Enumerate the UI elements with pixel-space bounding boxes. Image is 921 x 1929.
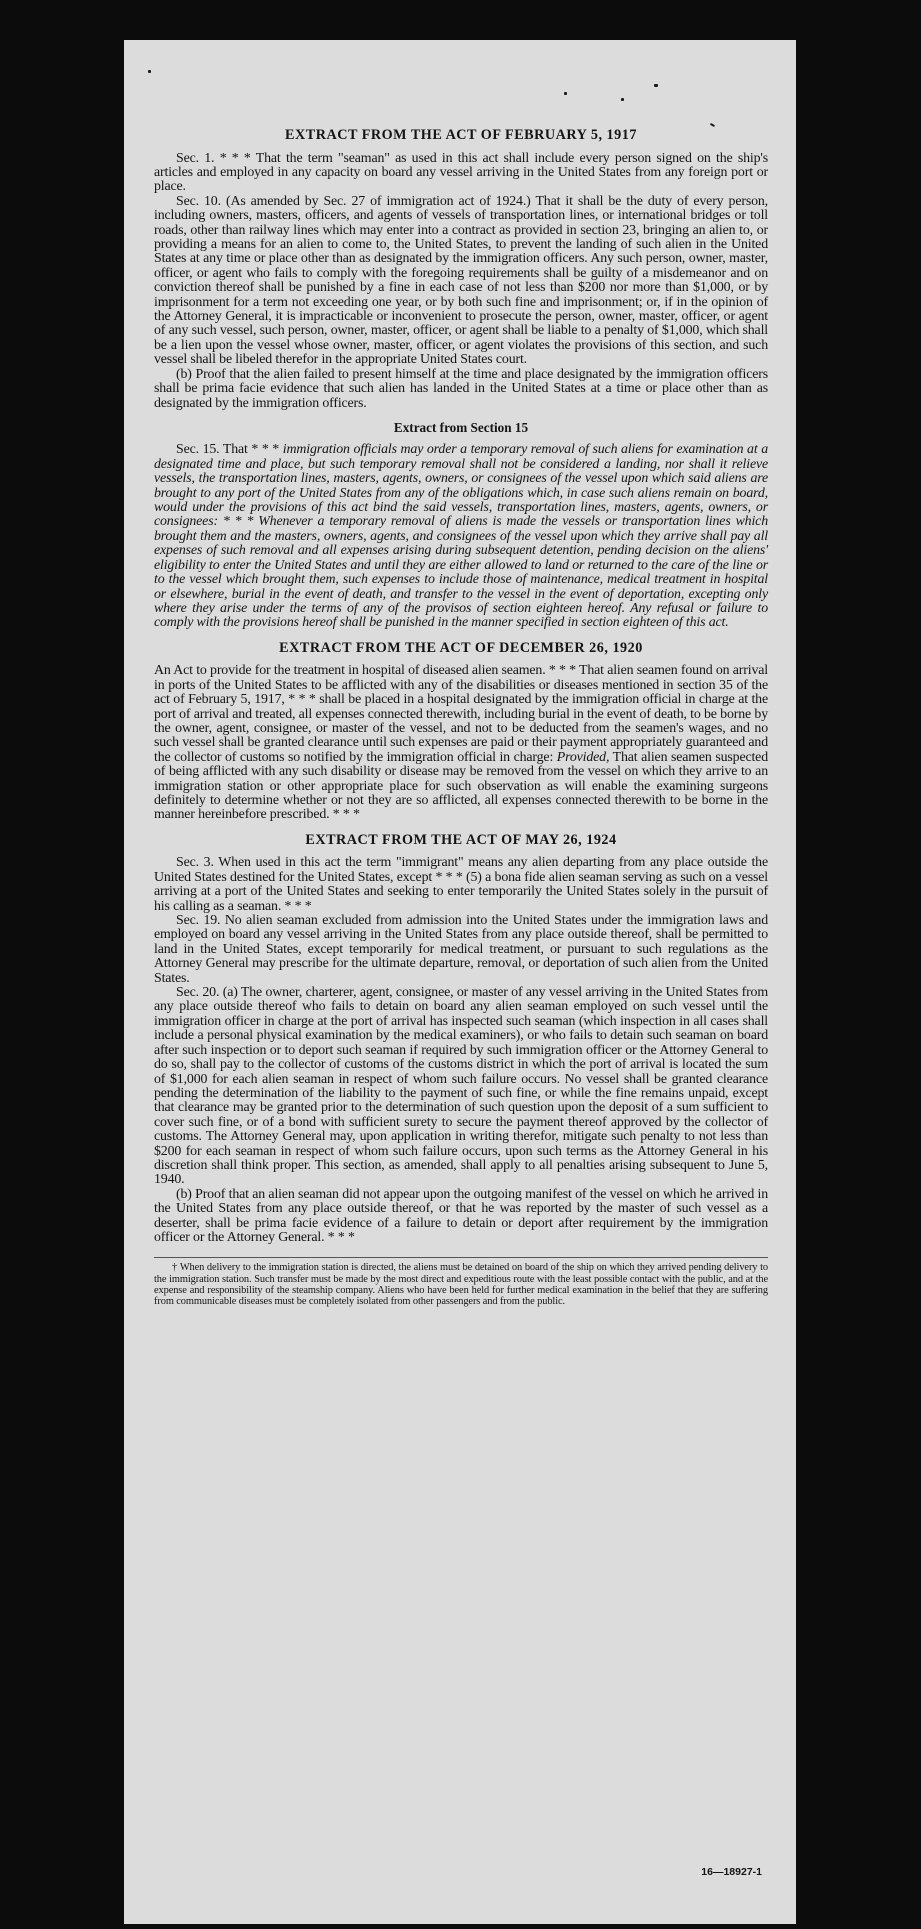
document-page	[124, 40, 796, 1924]
form-number: 16—18927-1	[701, 1866, 762, 1878]
sec-20a-paragraph: Sec. 20. (a) The owner, charterer, agent, consignee, or master of any vessel arriving in the United States from any place outside thereof who fails to detain on board any alien seaman employed on such vessel until the immigration officer in charge at the port of arrival has inspected such seaman (which inspection in all cases shall include a personal physical examination by the medical examiners), or who fails to detain such seaman on board after such inspection or to deport such seaman if required by such immigration officer or the Attorney General to do so, shall pay to the collector of customs of the customs district in which the port of arrival is located the sum of $1,000 for each alien seaman in respect of whom such failure occurs. No vessel shall be granted clearance pending the determination of the liability to the payment of such fine, or while the fine remains unpaid, except that clearance may be granted prior to the determination of such question upon the deposit of a sum sufficient to cover such fine, or of a bond with sufficient surety to secure the payment thereof approved by the collector of customs. The Attorney General may, upon application in writing therefor, mitigate such penalty to not less than $200 for each seaman in respect of whom such failure occurs, upon such terms as the Attorney General in his discretion shall think proper. This section, as amended, shall apply to all penalties arising subsequent to June 5, 1940.	[154, 985, 768, 1188]
sec-3-paragraph: Sec. 3. When used in this act the term "immigrant" means any alien departing from any place outside the United States destined for the United States, except * * * (5) a bona fide alien seaman serving as such on a vessel arriving at a port of the United States and seeking to enter temporarily the United States solely in the pursuit of his calling as a seaman. * * *	[154, 855, 768, 914]
section-heading-sec-15: Extract from Section 15	[393, 419, 529, 435]
scan-speck	[148, 70, 151, 73]
sec-15-paragraph	[154, 443, 768, 630]
scan-speck	[710, 123, 715, 127]
scan-speck	[564, 92, 567, 95]
section-heading-dec-1920: EXTRACT FROM THE ACT OF DECEMBER 26, 1920	[279, 639, 643, 656]
sec-15-italic-text: immigration officials may order a temporary removal of such aliens for examination at a designated time and place, but such temporary removal shall not be considered a landing, nor shall it relieve vessels, the transportation lines, masters, agents, owners, or consignees of the vessel upon which said aliens are brought to any port of the United States from any of the obligations which, in case such aliens remain on board, would under the provisions of this act bind the said vessels, transportation lines, masters, agents, owners, or consignees: * * * Whenever a temporary removal of aliens is made the vessels or transportation lines which brought them and the masters, owners, agents, and consignees of the vessel upon which they arrive shall pay all expenses of such removal and all expenses arising during subsequent detention, pending decision on the aliens' eligibility to enter the United States and until they are either allowed to land or returned to the care of the line or to the vessel which brought them, such expenses to include those of maintenance, medical treatment in hospital or elsewhere, burial in the event of death, and transfer to the vessel in the event of deportation, excepting only where they arise under the terms of any of the provisos of section eighteen hereof. Any refusal or failure to comply with the provisions hereof shall be punished in the manner specified in section eighteen of this act.	[154, 442, 768, 631]
dec-1920-rest: That alien seamen suspected of being afflicted with any such disability or disease may be removed from the vessel on which they arrive to an immigration station or other appropriate place for such observation as will enable the examining surgeons definitely to determine whether or not they are so afflicted, all expenses connected therewith to be borne in the manner hereinbefore prescribed. * * *	[154, 749, 768, 823]
dec-1920-lead: An Act to provide for the treatment in hospital of diseased alien seamen. * * * That alien seamen found on arrival in ports of the United States to be afflicted with any of the disabilities or diseases mentioned in section 35 of the act of February 5, 1917, * * * shall be placed in a hospital designated by the immigration official in charge at the port of arrival and treated, all expenses connected therewith, including burial in the event of death, to be borne by the owner, agent, consignee, or master of the vessel, and not to be deducted from the seamen's wages, and no such vessel shall be granted clearance until such expenses are paid or their payment appropriately guaranteed and the collector of customs so notified by the immigration official in charge:	[154, 663, 768, 765]
footnote-divider	[154, 1257, 768, 1258]
scan-speck	[621, 98, 624, 101]
sec-20b-paragraph: (b) Proof that an alien seaman did not appear upon the outgoing manifest of the vessel on which he arrived in the United States from any place outside thereof, or that he was reported by the master of such vessel as a deserter, shall be prima facie evidence of a failure to detain or deport after requirement by the immigration officer or the Attorney General. * * *	[154, 1186, 768, 1245]
dec-1920-paragraph	[154, 664, 768, 822]
section-heading-feb-1917: EXTRACT FROM THE ACT OF FEBRUARY 5, 1917	[285, 127, 637, 143]
sec-10b-paragraph: (b) Proof that the alien failed to present himself at the time and place designated by the immigration officers shall be prima facie evidence that such alien has landed in the United States at a time or place other than as designated by the immigration officers.	[154, 366, 768, 411]
footnote: † When delivery to the immigration station is directed, the aliens must be detained on board of the ship on which they arrived pending delivery to the immigration station. Such transfer must be made by the most direct and expeditious route with the least possible contact with the public, and at the expense and responsibility of the steamship company. Aliens who have been held for further medical examination in the belief that they are suffering from communicable diseases must be completely isolated from other passengers and from the public.	[154, 1262, 768, 1308]
sec-10-paragraph: Sec. 10. (As amended by Sec. 27 of immigration act of 1924.) That it shall be the duty of every person, including owners, masters, officers, and agents of vessels of transportation lines, or international bridges or toll roads, other than railway lines which may enter into a contract as provided in section 23, bringing an alien to, or providing a means for an alien to come to, the United States, to prevent the landing of such alien in the United States at any time or place other than as designated by the immigration officers. Any such person, owner, master, officer, or agent who fails to comply with the foregoing requirements shall be guilty of a misdemeanor and on conviction thereof shall be punished by a fine in each case of not less than $200 nor more than $1,000, or by imprisonment for a term not exceeding one year, or by both such fine and imprisonment; or, if in the opinion of the Attorney General, it is impracticable or inconvenient to prosecute the person, owner, master, officer, or agent of any such vessel, such person, owner, master, officer, or agent shall be liable to a penalty of $1,000, which shall be a lien upon the vessel whose owner, master, officer, or agent violates the provisions of this section, and such vessel shall be libeled therefor in the appropriate United States court.	[154, 193, 768, 368]
sec-1-paragraph: Sec. 1. * * * That the term "seaman" as used in this act shall include every person signed on the ship's articles and employed in any capacity on board any vessel arriving in the United States from any foreign port or place.	[154, 150, 768, 195]
section-heading-may-1924: EXTRACT FROM THE ACT OF MAY 26, 1924	[305, 831, 617, 848]
sec-19-paragraph: Sec. 19. No alien seaman excluded from admission into the United States under the immigration laws and employed on board any vessel arriving in the United States from any place outside thereof, shall be permitted to land in the United States, except temporarily for medical treatment, or pursuant to such regulations as the Attorney General may prescribe for the ultimate departure, removal, or deportation of such alien from the United States.	[154, 913, 768, 986]
provided-label: Provided,	[556, 749, 610, 765]
sec-15-lead: Sec. 15. That * * *	[176, 442, 283, 458]
scan-speck	[654, 84, 658, 87]
